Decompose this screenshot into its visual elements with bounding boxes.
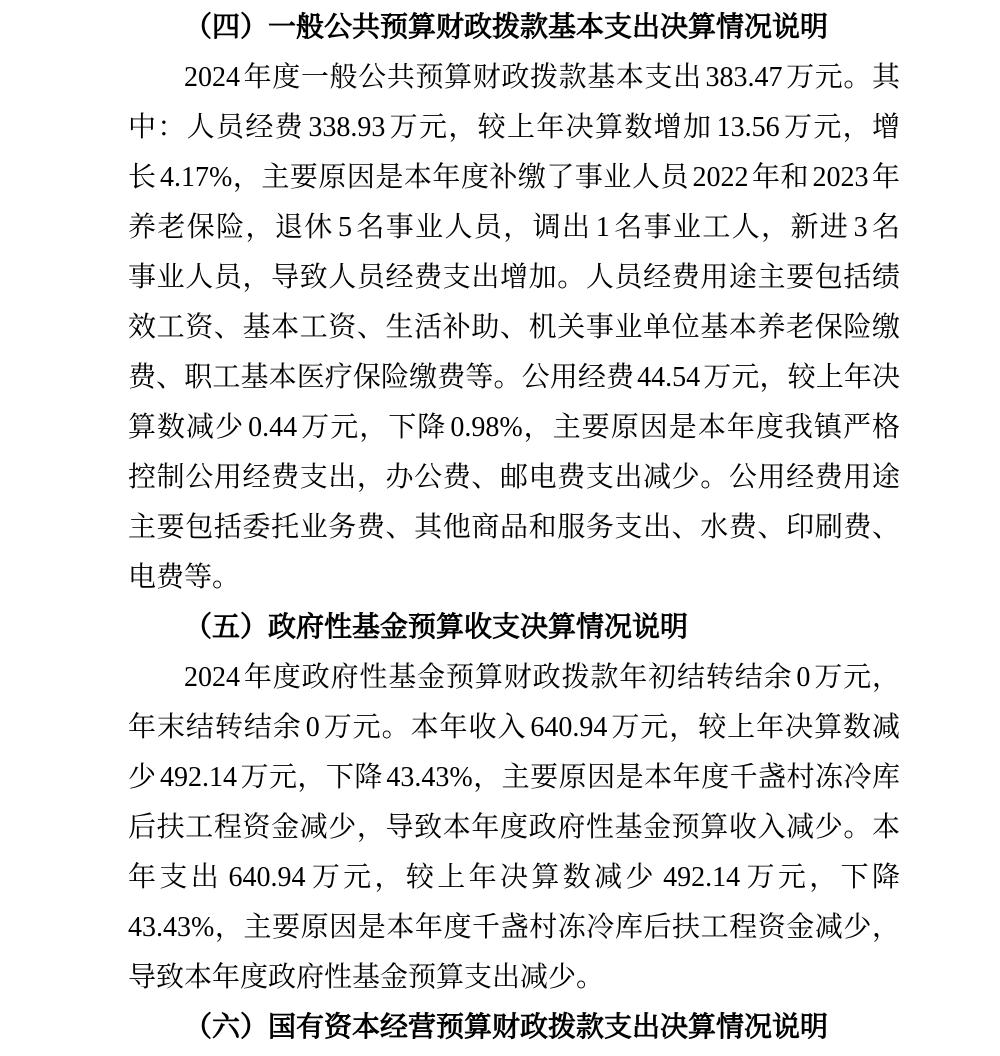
text-line: 费、职工基本医疗保险缴费等。公用经费 44.54 万元，较上年决 (128, 362, 900, 393)
text-line: 年支出 640.94 万元，较上年决算数减少 492.14 万元，下降 (128, 862, 900, 893)
text-line: 效工资、基本工资、生活补助、机关事业单位基本养老保险缴 (128, 312, 900, 343)
text-line: 算数减少 0.44 万元，下降 0.98%，主要原因是本年度我镇严格 (128, 412, 900, 443)
text-line: 主要包括委托业务费、其他商品和服务支出、水费、印刷费、 (128, 512, 900, 543)
section-heading (128, 3, 900, 53)
text-line: 少 492.14 万元，下降 43.43%，主要原因是本年度千盏村冻冷库 (128, 762, 900, 793)
text-line: 长 4.17%，主要原因是本年度补缴了事业人员 2022 年和 2023 年 (128, 162, 900, 193)
text-line: 事业人员，导致人员经费支出增加。人员经费用途主要包括绩 (128, 262, 900, 293)
section-heading (128, 603, 900, 653)
text-line: （五）政府性基金预算收支决算情况说明 (184, 612, 689, 643)
text-line: （四）一般公共预算财政拨款基本支出决算情况说明 (184, 12, 829, 43)
text-line: （六）国有资本经营预算财政拨款支出决算情况说明 (184, 1012, 829, 1043)
section-heading (128, 1003, 900, 1053)
paragraph (128, 53, 900, 603)
text-line: 年末结转结余 0 万元。本年收入 640.94 万元，较上年决算数减 (128, 712, 900, 743)
text-line: 控制公用经费支出，办公费、邮电费支出减少。公用经费用途 (128, 462, 900, 493)
text-line: 2024 年度政府性基金预算财政拨款年初结转结余 0 万元， (184, 662, 900, 693)
text-line: 养老保险，退休 5 名事业人员，调出 1 名事业工人，新进 3 名 (128, 212, 900, 243)
text-line: 中：人员经费 338.93 万元，较上年决算数增加 13.56 万元，增 (128, 112, 900, 143)
text-line: 43.43%，主要原因是本年度千盏村冻冷库后扶工程资金减少， (128, 912, 900, 943)
text-line: 后扶工程资金减少，导致本年度政府性基金预算收入减少。本 (128, 812, 900, 843)
text-line: 导致本年度政府性基金预算支出减少。 (128, 962, 605, 993)
text-line: 2024 年度一般公共预算财政拨款基本支出 383.47 万元。其 (184, 62, 900, 93)
text-line: 电费等。 (128, 562, 241, 593)
paragraph (128, 653, 900, 1003)
